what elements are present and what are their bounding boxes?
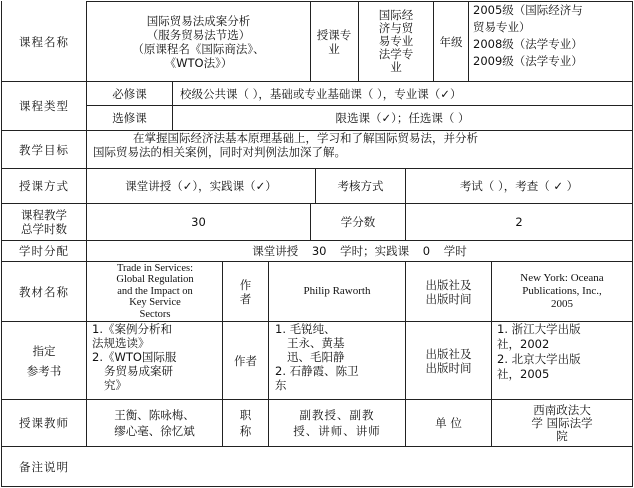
remarks-label: 备注说明 (19, 459, 69, 474)
total-hours-label-line: 总学时数 (21, 222, 67, 236)
reference-book-line: 究》 (104, 378, 127, 392)
reference-publisher-label (406, 322, 491, 399)
teacher-titles-line: 副教授、副教 (299, 408, 375, 422)
reference-publisher-line: 2. 北京大学出版 (497, 352, 581, 366)
course-name-label: 课程名称 (19, 34, 69, 49)
major-line: 业 (390, 60, 402, 74)
credit-label: 学分数 (340, 215, 376, 229)
textbook-line: Global Regulation (116, 274, 194, 286)
reference-author-label: 作者 (234, 353, 257, 368)
teacher-title-label-line: 称 (239, 424, 252, 438)
total-hours-label-line: 课程教学 (21, 208, 67, 222)
teachers-names (87, 400, 222, 446)
teaching-method-value: 课堂讲授（✓），实践课（✓） (125, 179, 277, 193)
textbook-title (90, 262, 220, 321)
total-hours-value: 30 (191, 215, 206, 229)
major-line: 易专业 (378, 34, 414, 48)
grade-value (473, 2, 631, 81)
teachers-label: 授课教师 (19, 416, 69, 430)
grade-line: 2005级（国际经济与 (473, 3, 583, 17)
elective-course-options: 限选课（✓）；任选课（ ） (335, 111, 470, 125)
reference-book-line: 2.《WTO国际服 (92, 350, 177, 364)
publisher-line: New York: Oceana (520, 272, 604, 284)
teaching-goal-text (93, 131, 631, 168)
reference-author-line: 迅、毛阳静 (287, 350, 345, 364)
teachers-line: 王衡、陈咏梅、 (114, 408, 195, 422)
teacher-title-label (223, 400, 268, 446)
remarks-value (90, 447, 630, 486)
assessment-label: 考核方式 (337, 179, 384, 193)
teacher-titles-line: 授、讲师、讲师 (293, 424, 381, 438)
reference-book-line: 务贸易成案研 (104, 364, 173, 378)
reference-publisher-line: 社，2005 (497, 367, 550, 381)
course-name-value (87, 2, 310, 81)
reference-books-label (2, 322, 86, 399)
publisher-label-line: 出版时间 (425, 291, 472, 306)
author-label-line: 者 (239, 291, 252, 306)
unit-line: 西南政法大 (533, 402, 591, 417)
grade-line: 贸易专业） (473, 20, 531, 34)
textbook-publisher (493, 262, 631, 321)
reference-label-line: 指定 (32, 343, 56, 358)
reference-author-line: 2. 石静霞、陈卫 (275, 364, 359, 378)
reference-authors (275, 322, 403, 399)
required-course-label: 必修课 (112, 86, 147, 101)
textbook-author-label (223, 262, 268, 321)
teacher-title-label-line: 职 (239, 408, 252, 422)
teachers-line: 缪心毫、徐忆斌 (114, 424, 195, 438)
author-label-line: 作 (239, 277, 252, 292)
cell-border (433, 1, 434, 81)
publisher-line: 2005 (551, 298, 573, 310)
cell-border (468, 1, 469, 81)
required-course-options: 校级公共课（ ），基础或专业基础课（ ），专业课（✓） (180, 86, 462, 101)
textbook-line: Trade in Services: (116, 262, 194, 274)
major-line: 法学专 (378, 47, 414, 61)
textbook-publisher-label (406, 262, 491, 321)
publisher-label-line: 出版社及 (425, 277, 472, 292)
major-value (359, 2, 433, 81)
reference-publisher-label-line: 出版时间 (425, 360, 472, 375)
total-hours-label (2, 204, 86, 240)
course-name-line: 《WTO法》） (164, 55, 233, 70)
course-type-label: 课程类型 (19, 99, 69, 113)
textbook-label: 教材名称 (19, 284, 69, 299)
reference-publisher-line: 1. 浙江大学出版 (497, 322, 581, 336)
course-name-line: 国际贸易法成案分析 (146, 13, 251, 28)
publisher-line: Publications, Inc., (522, 285, 602, 297)
assessment-value: 考试（ ），考查（ ✓ ） (459, 179, 579, 193)
unit-label: 单 位 (435, 416, 462, 430)
reference-book-line: 1.《案例分析和 (92, 322, 172, 336)
major-label: 授课专业 (316, 27, 352, 56)
reference-label-line: 参考书 (26, 363, 62, 378)
credit-value: 2 (515, 215, 523, 229)
major-line: 济与贸 (378, 21, 414, 35)
unit-line: 学 国际法学 (531, 415, 593, 430)
major-line: 国际经 (378, 8, 414, 22)
grade-line: 2008级（法学专业） (473, 37, 583, 51)
elective-course-label: 选修课 (112, 111, 147, 125)
reference-publisher-label-line: 出版社及 (425, 346, 472, 361)
reference-book-line: 法规选读》 (92, 336, 150, 350)
reference-author-line: 东 (275, 378, 287, 392)
teacher-titles (269, 400, 405, 446)
reference-publishers (497, 322, 631, 399)
reference-author-line: 1. 毛锐纯、 (275, 322, 336, 336)
goal-line: 在掌握国际经济法基本原理基础上，学习和了解国际贸易法，并分析 (133, 131, 478, 145)
table-border-right (632, 1, 633, 487)
teaching-method-label: 授课方式 (19, 179, 69, 193)
course-name-line: （服务贸易法节选） (146, 27, 251, 42)
goal-line: 国际贸易法的相关案例，同时对判例法加深了解。 (93, 145, 346, 159)
textbook-line: and the Impact on (117, 285, 193, 297)
row-border (1, 486, 633, 487)
hours-allocation-label: 学时分配 (19, 244, 69, 258)
unit-line: 院 (556, 428, 568, 443)
textbook-author: Philip Raworth (303, 284, 371, 297)
cell-border (310, 1, 311, 81)
reference-author-line: 王永、黄基 (287, 336, 345, 350)
teaching-goal-label: 教学目标 (19, 142, 69, 157)
grade-line: 2009级（法学专业） (473, 54, 583, 68)
grade-label: 年级 (439, 34, 463, 49)
reference-books-list (92, 322, 221, 399)
hours-allocation-value: 课堂讲授 30 学时；实践课 0 学时 (252, 244, 467, 258)
unit-value (492, 400, 632, 446)
reference-publisher-line: 社，2002 (497, 337, 550, 351)
course-name-line: （原课程名《国际商法》、 (132, 41, 265, 56)
textbook-line: Key Service (129, 297, 181, 309)
textbook-line: Sectors (139, 308, 171, 320)
